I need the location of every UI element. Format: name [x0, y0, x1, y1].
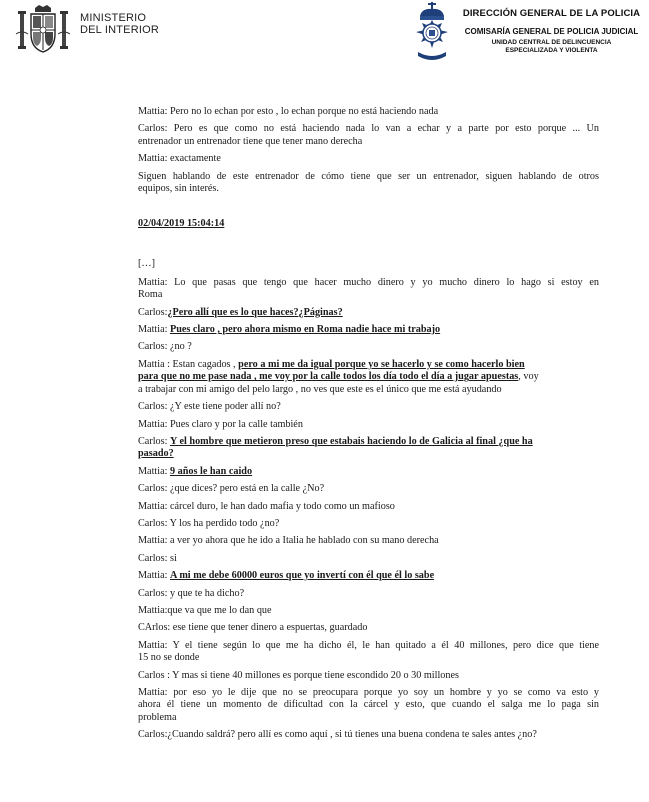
speaker-label: Mattia:	[138, 465, 170, 477]
transcript-line	[138, 371, 599, 383]
transcript-line: Siguen hablando de este entrenador de cómo tiene que ser un entrenador, siguen hablando de otros	[138, 170, 599, 182]
transcript-line: Carlos: ¿que dices? pero está en la calle ¿No?	[138, 483, 325, 495]
transcript-line	[138, 359, 599, 371]
transcript-paragraph	[138, 687, 599, 724]
transcript-line: Carlos:¿Cuando saldrá? pero allí es como aquí , si tú tienes una buena condena te sales antes ¿no?	[138, 729, 537, 741]
omission-marker: […]	[138, 258, 155, 270]
police-directorate: DIRECCIÓN GENERAL DE LA POLICIA	[462, 8, 641, 19]
transcript-line: Mattia: a ver yo ahora que he ido a Italia he hablado con su mano derecha	[138, 535, 439, 547]
transcript-line: equipos, sin interés.	[138, 183, 219, 195]
transcript-line: Carlos: ¿Y este tiene poder allí no?	[138, 401, 281, 413]
plain-text: Mattia : Estan cagados ,	[138, 358, 239, 370]
transcript-line: Carlos : Y mas si tiene 40 millones es porque tiene escondido 20 o 30 millones	[138, 669, 459, 681]
transcript-paragraph	[138, 277, 599, 302]
transcript-line	[138, 570, 599, 582]
transcript-line	[138, 307, 599, 319]
police-unit-line-2: ESPECIALIZADA Y VIOLENTA	[505, 47, 598, 54]
highlighted-text: para que no me pase nada , me voy por la calle todos los día todo el día a jugar apuestas	[138, 371, 519, 383]
speaker-label: Mattia:	[138, 570, 170, 582]
transcript-line: problema	[138, 711, 177, 723]
transcript-line: Mattia: Y el tiene según lo que me ha dicho él, le han quitado a él 40 millones, pero dice que tiene	[138, 639, 599, 651]
transcript-line: Mattia: Pues claro y por la calle también	[138, 418, 303, 430]
highlighted-text: 9 años le han caido	[169, 465, 253, 477]
speaker-label: Carlos:	[138, 306, 168, 318]
ministry-line-2: DEL INTERIOR	[80, 24, 160, 36]
highlighted-text: Y el hombre que metieron preso que estabais haciendo lo de Galicia al final ¿que ha	[169, 435, 533, 447]
transcript-line: Carlos: ¿no ?	[138, 341, 192, 353]
transcript-line	[138, 448, 599, 460]
spain-coat-of-arms-icon	[14, 4, 72, 56]
timestamp-heading: 02/04/2019 15:04:14	[138, 218, 225, 230]
police-unit-line-1: UNIDAD CENTRAL DE DELINCUENCIA	[491, 39, 612, 46]
transcript-line	[138, 466, 599, 478]
transcript-line: Mattia:que va que me lo dan que	[138, 604, 272, 616]
ministry-line-1: MINISTERIO	[80, 12, 147, 24]
transcript-line: Mattia: por eso yo le dije que no se preocupara porque yo soy un hombre y yo se como va esto y	[138, 687, 599, 698]
police-unit-header	[459, 8, 644, 55]
transcript-line: Carlos: y que te ha dicho?	[138, 587, 245, 599]
transcript-line: 15 no se donde	[138, 652, 200, 664]
transcript-body	[138, 106, 599, 747]
speaker-label: Mattia:	[138, 324, 170, 336]
speaker-label: Carlos:	[138, 435, 170, 447]
transcript-line: Mattia: Pero no lo echan por esto , lo echan porque no está haciendo nada	[138, 106, 439, 117]
transcript-line	[138, 436, 599, 448]
transcript-line: Carlos: Y los ha perdido todo ¿no?	[138, 517, 280, 529]
transcript-paragraph	[138, 171, 599, 196]
transcript-paragraph	[138, 359, 599, 396]
highlighted-text: ¿Pero allí que es lo que haces?¿Páginas?	[167, 306, 343, 318]
document-header	[0, 0, 649, 80]
transcript-line: ahora él tiene un momento de dificultad con la cárcel y esto, que cuando el salga me lo paga sin	[138, 699, 599, 711]
transcript-line: Roma	[138, 289, 163, 301]
police-commissariat: COMISARÍA GENERAL DE POLICIA JUDICIAL	[464, 27, 639, 36]
highlighted-text: A mi me debe 60000 euros que yo invertí con él que él lo sabe	[169, 570, 435, 582]
transcript-line: a trabajar con mi amigo del pelo largo , no ves que este es el único que me está ayudando	[138, 383, 502, 395]
police-badge-icon	[408, 2, 456, 66]
highlighted-text: Pues claro , pero ahora mismo en Roma nadie hace mi trabajo	[169, 324, 441, 336]
transcript-paragraph	[138, 640, 599, 665]
transcript-line: Carlos: Pero es que como no está haciendo nada lo van a echar y a parte por esto porque ... Un	[138, 123, 599, 135]
plain-text: , voy	[518, 371, 539, 383]
ministry-name	[80, 12, 159, 36]
transcript-line	[138, 324, 599, 336]
highlighted-text: pasado?	[138, 448, 174, 460]
transcript-line: Mattia: exactamente	[138, 153, 221, 165]
transcript-paragraph	[138, 123, 599, 148]
police-unit	[459, 39, 644, 55]
transcript-line: Mattia: cárcel duro, le han dado mafia y todo como un mafioso	[138, 500, 395, 512]
transcript-line: Carlos: si	[138, 552, 177, 564]
highlighted-text: pero a mi me da igual porque yo se hacerlo y se como hacerlo bien	[238, 358, 525, 370]
transcript-paragraph	[138, 436, 599, 461]
transcript-line: CArlos: ese tiene que tener dinero a espuertas, guardado	[138, 622, 368, 634]
transcript-line: entrenador un entrenador tiene que tener mano derecha	[138, 135, 363, 147]
transcript-line: Mattia: Lo que pasas que tengo que hacer mucho dinero y yo mucho dinero lo hago si estoy en	[138, 276, 599, 288]
